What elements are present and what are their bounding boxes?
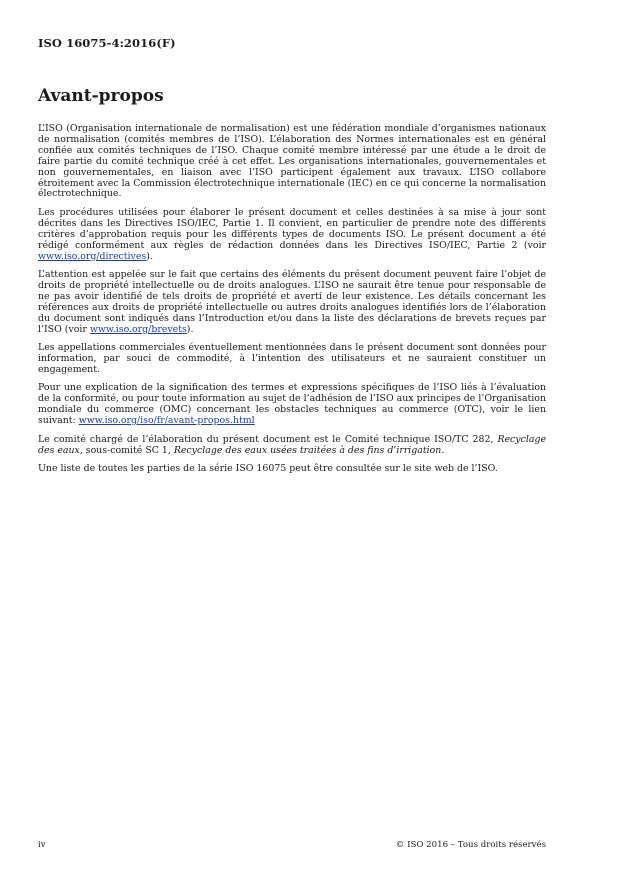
paragraph-procedures-text: Les procédures utilisées pour élaborer le présent document et celles destinées à sa mise à jour sont décrites dans les Directives ISO/IEC, Partie 1. Il convient, en particulier de prendre note des différents critères d’approbation requis pour les différents types de documents ISO. Le présent document a été rédigé conformément aux règles de rédaction données dans les Directives ISO/IEC, Partie 2 (voir <box>38 206 546 251</box>
foreword-info-link[interactable]: www.iso.org/iso/fr/avant-propos.html <box>78 415 255 427</box>
copyright-notice: © ISO 2016 – Tous droits réservés <box>395 840 546 850</box>
paragraph-patents <box>38 270 546 335</box>
section-title: Avant-propos <box>38 86 164 106</box>
committee-title: Recyclage des eaux <box>38 433 546 456</box>
paragraph-patents-end: ). <box>186 323 194 335</box>
paragraph-procedures <box>38 208 546 263</box>
paragraph-conformity <box>38 383 546 427</box>
paragraph-committee-mid: , sous-comité SC 1, <box>79 444 174 456</box>
paragraph-trade-names: Les appellations commerciales éventuellement mentionnées dans le présent document sont données pour information, par souci de commodité, à l’intention des utilisateurs et ne sauraient constituer un engagement. <box>38 342 546 375</box>
paragraph-conformity-text: Pour une explication de la signification des termes et expressions spécifiques de l’ISO liés à l’évaluation de la conformité, ou pour toute information au sujet de l’adhésion de l’ISO aux principes de l’Organisation mondiale du commerce (OMC) concernant les obstacles techniques au commerce (OTC), voir le lien suivant: <box>38 382 546 427</box>
directives-link[interactable]: www.iso.org/directives <box>38 250 147 262</box>
foreword-body <box>38 124 546 483</box>
page-number: iv <box>38 840 46 850</box>
document-id-header: ISO 16075-4:2016(F) <box>38 36 176 50</box>
patents-link[interactable]: www.iso.org/brevets <box>89 323 187 335</box>
paragraph-committee-end: . <box>441 444 445 456</box>
paragraph-procedures-end: ). <box>146 250 153 262</box>
paragraph-patents-text: L’attention est appelée sur le fait que certains des éléments du présent document peuvent faire l’objet de droits de propriété intellectuelle ou de droits analogues. L’ISO ne saurait être tenue pour responsable de ne pas avoir identifié de tels droits de propriété et averti de leur existence. Les détails concernant les références aux droits de propriété intellectuelle ou autres droits analogues identifiés lors de l’élaboration du document sont indiqués dans l’Introduction et/ou dans la liste des déclarations de brevets reçues par l’ISO (voir <box>38 269 546 335</box>
paragraph-committee <box>38 435 546 457</box>
subcommittee-title: Recyclage des eaux usées traitées à des fins d’irrigation <box>173 444 442 456</box>
paragraph-iso-organisation: L’ISO (Organisation internationale de normalisation) est une fédération mondiale d’organismes nationaux de normalisation (comités membres de l’ISO). L’élaboration des Normes internationales est en général confiée aux comités techniques de l’ISO. Chaque comité membre intéressé par une étude a le droit de faire partie du comité technique créé à cet effet. Les organisations internationales, gouvernementales et non gouvernementales, en liaison avec l’ISO participent également aux travaux. L’ISO collabore étroitement avec la Commission électrotechnique internationale (IEC) en ce qui concerne la normalisation électrotechnique. <box>38 123 546 200</box>
paragraph-committee-text: Le comité chargé de l’élaboration du présent document est le Comité technique ISO/TC 282, <box>38 433 498 445</box>
paragraph-series-list: Une liste de toutes les parties de la série ISO 16075 peut être consultée sur le site web de l’ISO. <box>38 463 498 475</box>
